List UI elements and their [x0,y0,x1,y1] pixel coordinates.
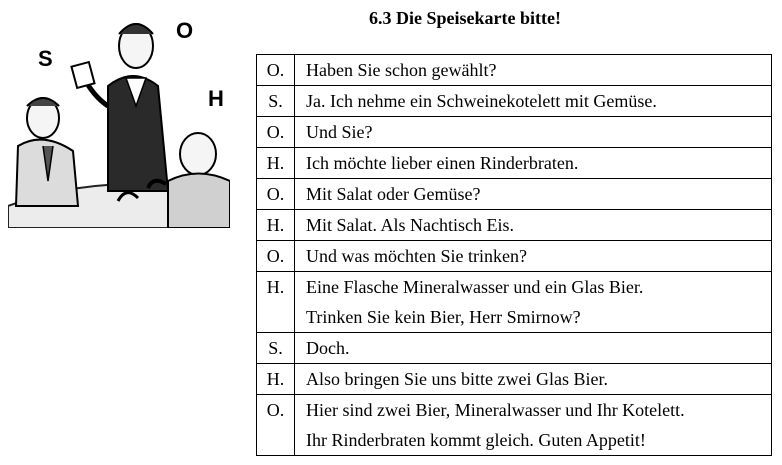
speaker-cell: O. [257,117,295,148]
utterance-cell [295,86,772,117]
dialogue-row [257,117,772,148]
speaker-cell: O. [257,179,295,210]
dialogue-row [257,364,772,395]
utterance-line: Also bringen Sie uns bitte zwei Glas Bier. [306,369,608,389]
utterance-cell [295,395,772,456]
speaker-cell: H. [257,210,295,241]
dialogue-table [256,54,772,456]
speaker-cell: H. [257,148,295,179]
utterance-cell [295,272,772,333]
utterance-cell [295,148,772,179]
speaker-letter-o: O [176,18,194,43]
speaker-cell: O. [257,241,295,272]
speaker-letter-h: H [208,86,224,111]
speaker-cell: H. [257,272,295,333]
utterance-cell [295,179,772,210]
utterance-cell [295,117,772,148]
utterance-line: Ihr Rinderbraten kommt gleich. Guten Appetit! [306,430,646,450]
dialogue-row [257,333,772,364]
speaker-cell: S. [257,333,295,364]
dialogue-row [257,395,772,456]
utterance-line: Eine Flasche Mineralwasser und ein Glas Bier. [306,277,644,297]
utterance-line: Trinken Sie kein Bier, Herr Smirnow? [306,307,581,327]
utterance-cell [295,55,772,86]
dialogue-row [257,241,772,272]
speaker-letter-s: S [38,46,53,71]
utterance-cell [295,241,772,272]
utterance-line: Und was möchten Sie trinken? [306,246,527,266]
utterance-line: Und Sie? [306,122,373,142]
speaker-cell: S. [257,86,295,117]
utterance-cell [295,364,772,395]
dialogue-row [257,272,772,333]
utterance-line: Mit Salat oder Gemüse? [306,184,481,204]
dialogue-row [257,86,772,117]
speaker-cell: O. [257,395,295,456]
utterance-line: Mit Salat. Als Nachtisch Eis. [306,215,514,235]
dialogue-body [257,55,772,456]
speaker-cell: H. [257,364,295,395]
utterance-line: Ja. Ich nehme ein Schweinekotelett mit Gemüse. [306,91,657,111]
page-title: 6.3 Die Speisekarte bitte! [369,8,561,28]
utterance-line: Haben Sie schon gewählt? [306,60,497,80]
dialogue-row [257,55,772,86]
utterance-line: Doch. [306,338,350,358]
utterance-cell [295,333,772,364]
utterance-cell [295,210,772,241]
restaurant-illustration [8,6,230,228]
speaker-cell: O. [257,55,295,86]
dialogue-row [257,148,772,179]
dialogue-row [257,210,772,241]
dialogue-row [257,179,772,210]
utterance-line: Hier sind zwei Bier, Mineralwasser und Ihr Kotelett. [306,400,685,420]
utterance-line: Ich möchte lieber einen Rinderbraten. [306,153,579,173]
